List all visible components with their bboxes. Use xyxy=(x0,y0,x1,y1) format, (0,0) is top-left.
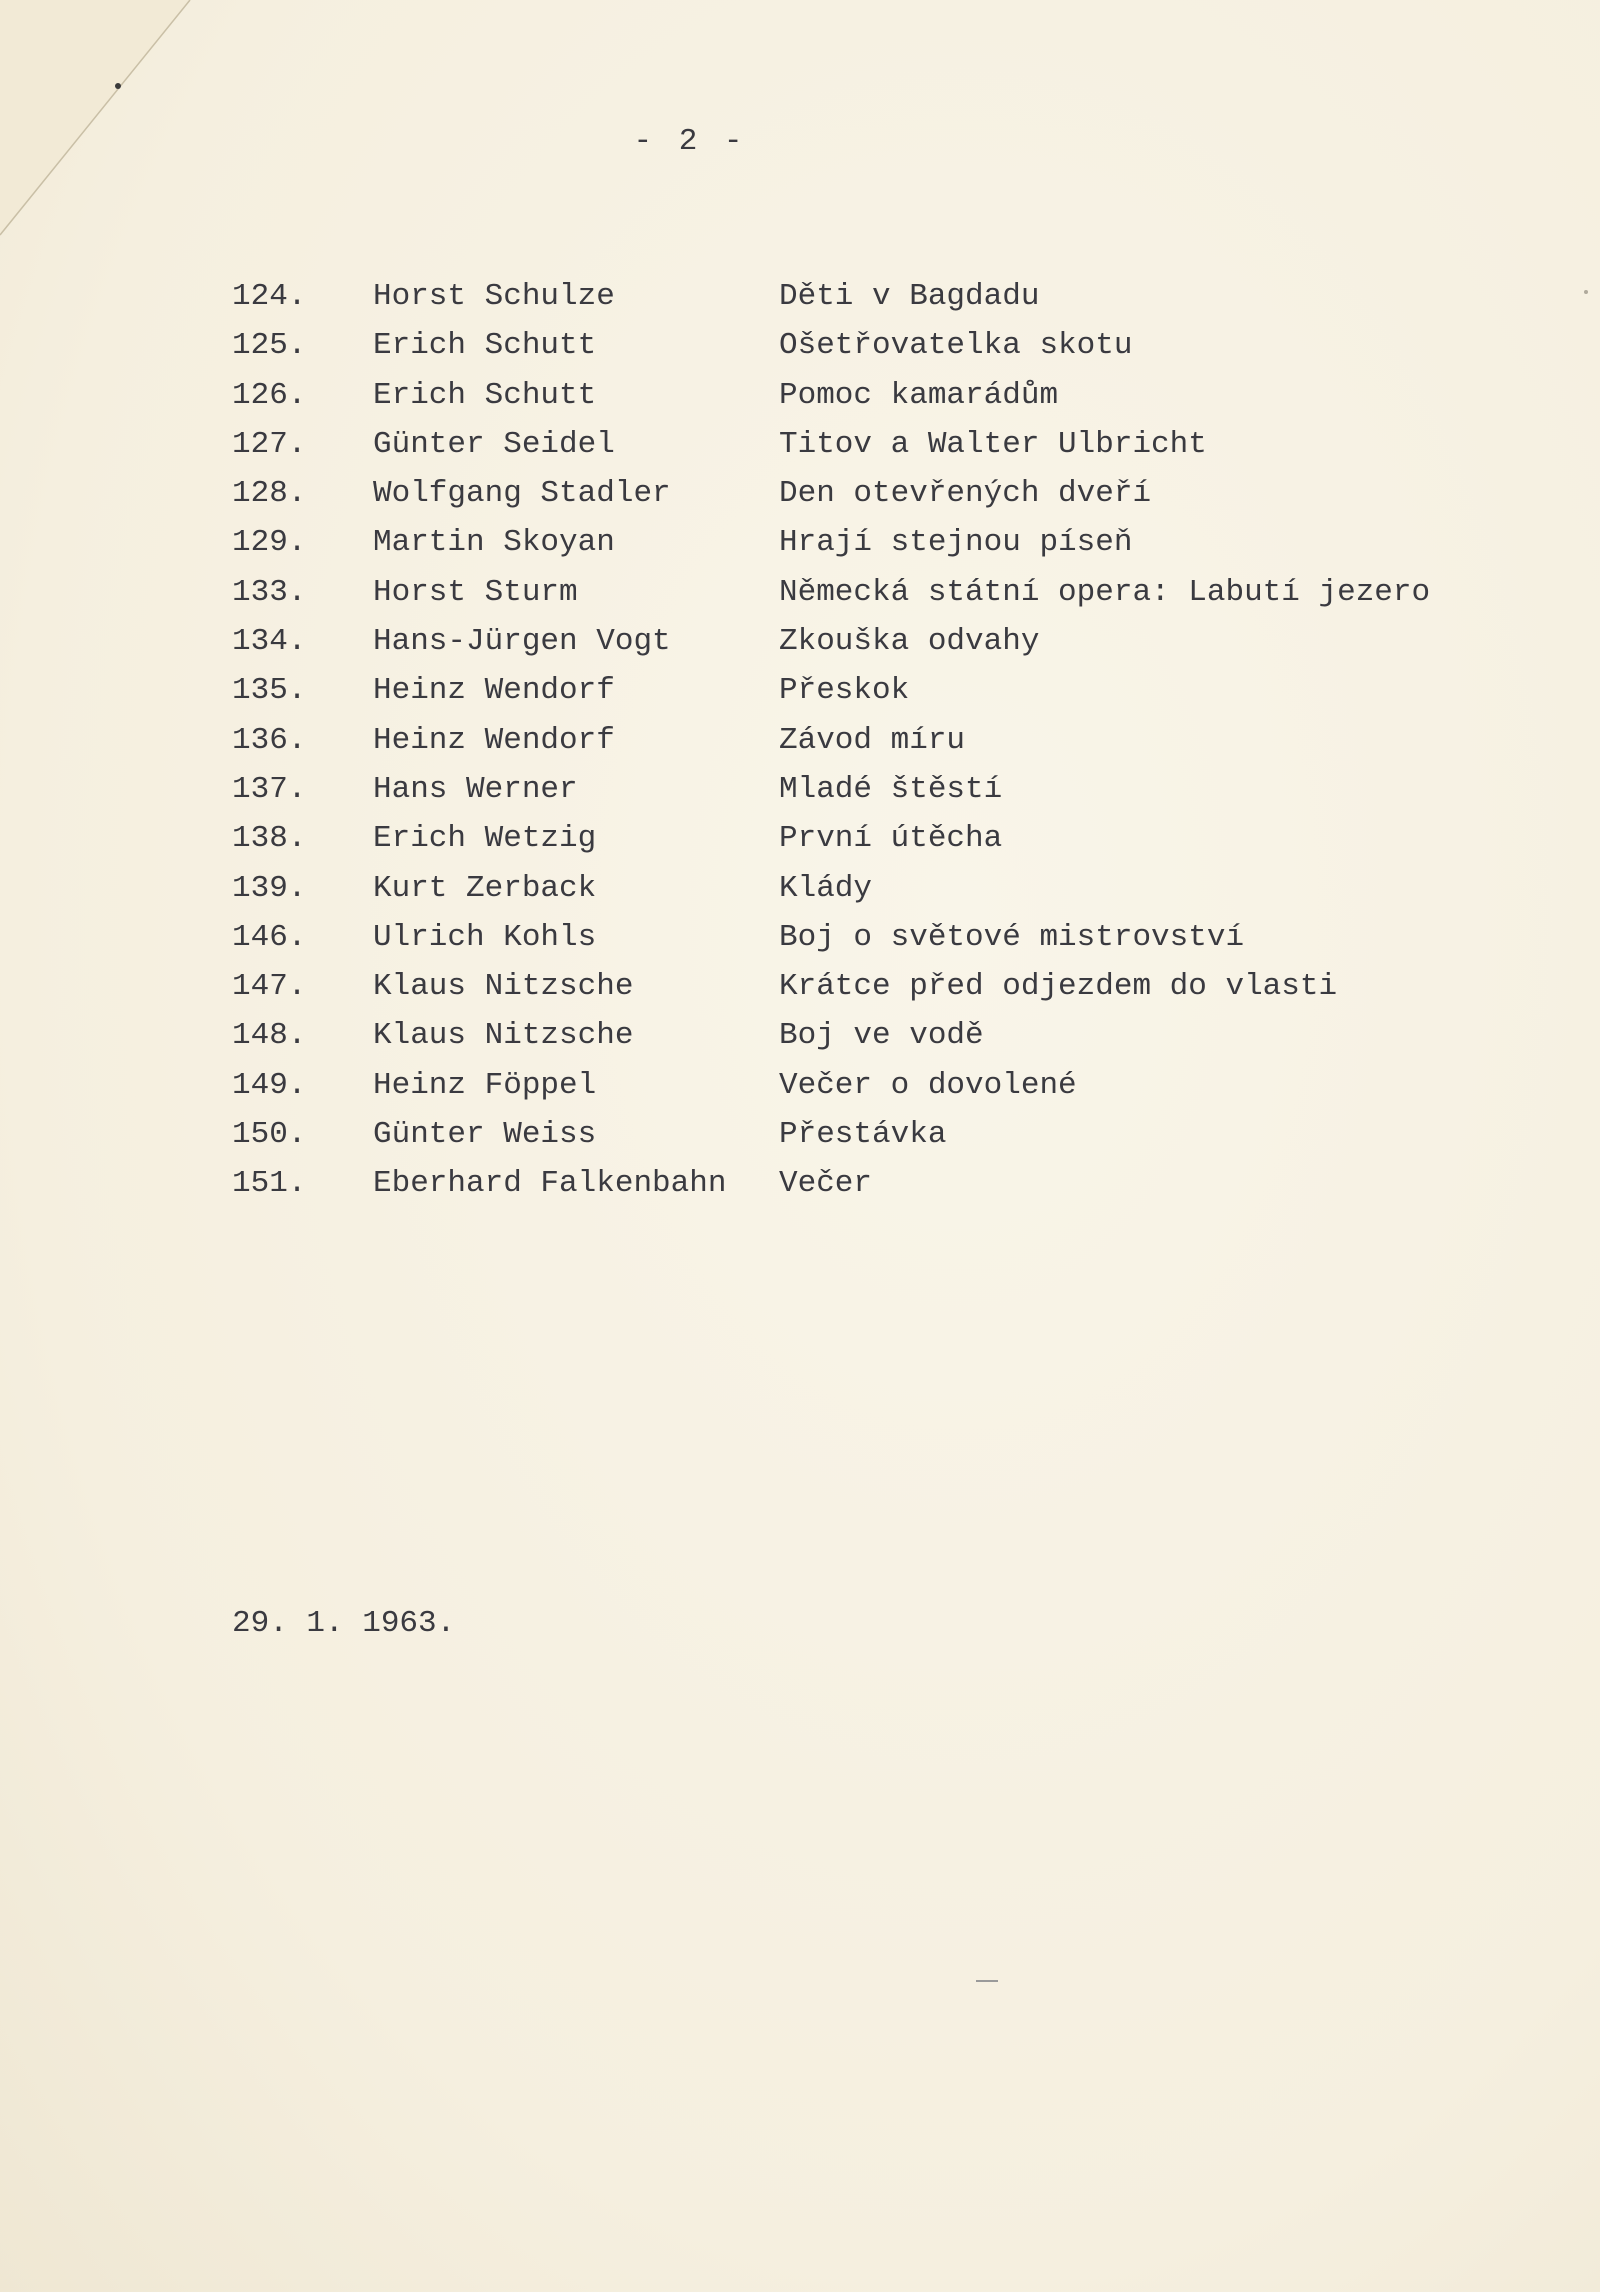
entry-author: Eberhard Falkenbahn xyxy=(373,1166,727,1202)
entry-title: Mladé štěstí xyxy=(779,771,1003,807)
entry-title: Titov a Walter Ulbricht xyxy=(779,426,1207,462)
list-item xyxy=(232,1061,1499,1110)
paper-speck xyxy=(1584,290,1588,294)
entry-number: 125. xyxy=(232,328,307,364)
entry-author: Erich Schutt xyxy=(373,328,597,364)
entry-number: 126. xyxy=(232,377,307,413)
list-item xyxy=(232,1011,1499,1060)
entry-number: 129. xyxy=(232,525,307,561)
list-item xyxy=(232,1159,1499,1208)
list-item xyxy=(232,272,1499,321)
document-date: 29. 1. 1963. xyxy=(232,1606,456,1641)
list-item xyxy=(232,617,1499,666)
entry-title: Německá státní opera: Labutí jezero xyxy=(779,574,1431,610)
entry-number: 139. xyxy=(232,870,307,906)
entry-author: Erich Schutt xyxy=(373,377,597,413)
entry-author: Martin Skoyan xyxy=(373,525,615,561)
entry-number: 146. xyxy=(232,919,307,955)
folded-corner xyxy=(0,0,200,240)
entry-number: 135. xyxy=(232,673,307,709)
entry-number: 150. xyxy=(232,1117,307,1153)
entry-title: Pomoc kamarádům xyxy=(779,377,1059,413)
list-item xyxy=(232,371,1499,420)
entry-author: Klaus Nitzsche xyxy=(373,1018,634,1054)
entry-author: Erich Wetzig xyxy=(373,821,597,857)
list-item xyxy=(232,716,1499,765)
entry-author: Hans-Jürgen Vogt xyxy=(373,624,671,660)
list-item xyxy=(232,864,1499,913)
entry-title: Boj o světové mistrovství xyxy=(779,919,1245,955)
entry-number: 133. xyxy=(232,574,307,610)
entry-title: Hrají stejnou píseň xyxy=(779,525,1133,561)
entry-title: Zkouška odvahy xyxy=(779,624,1040,660)
entry-title: Krátce před odjezdem do vlasti xyxy=(779,969,1338,1005)
entry-author: Wolfgang Stadler xyxy=(373,476,671,512)
list-item xyxy=(232,814,1499,863)
entry-author: Heinz Wendorf xyxy=(373,673,615,709)
list-item xyxy=(232,321,1499,370)
entry-author: Günter Seidel xyxy=(373,426,615,462)
entry-number: 124. xyxy=(232,279,307,314)
entry-number: 138. xyxy=(232,821,307,857)
entry-list xyxy=(232,272,1499,1209)
list-item xyxy=(232,666,1499,715)
entry-title: Klády xyxy=(779,870,873,906)
entry-title: První útěcha xyxy=(779,821,1003,857)
list-item xyxy=(232,1110,1499,1159)
list-item xyxy=(232,962,1499,1011)
entry-number: 134. xyxy=(232,624,307,660)
list-item xyxy=(232,518,1499,567)
entry-title: Večer xyxy=(779,1166,873,1202)
entry-number: 137. xyxy=(232,771,307,807)
entry-title: Večer o dovolené xyxy=(779,1067,1077,1103)
list-item xyxy=(232,765,1499,814)
entry-author: Günter Weiss xyxy=(373,1117,597,1153)
entry-author: Ulrich Kohls xyxy=(373,919,597,955)
entry-title: Přestávka xyxy=(779,1117,947,1153)
entry-number: 128. xyxy=(232,476,307,512)
entry-title: Boj ve vodě xyxy=(779,1018,984,1054)
list-item xyxy=(232,420,1499,469)
entry-author: Kurt Zerback xyxy=(373,870,597,906)
entry-title: Ošetřovatelka skotu xyxy=(779,328,1133,364)
entry-number: 136. xyxy=(232,722,307,758)
entry-author: Heinz Föppel xyxy=(373,1067,597,1103)
list-item xyxy=(232,469,1499,518)
entry-title: Den otevřených dveří xyxy=(779,476,1152,512)
entry-author: Heinz Wendorf xyxy=(373,722,615,758)
entry-author: Hans Werner xyxy=(373,771,578,807)
entry-title: Závod míru xyxy=(779,722,966,758)
page-number: - 2 - xyxy=(633,124,747,159)
entry-author: Klaus Nitzsche xyxy=(373,969,634,1005)
entry-number: 147. xyxy=(232,969,307,1005)
entry-title: Přeskok xyxy=(779,673,910,709)
entry-author: Horst Schulze xyxy=(373,279,615,314)
list-item xyxy=(232,568,1499,617)
pencil-dash-mark xyxy=(976,1980,998,1982)
entry-number: 148. xyxy=(232,1018,307,1054)
entry-number: 149. xyxy=(232,1067,307,1103)
list-item xyxy=(232,913,1499,962)
entry-number: 151. xyxy=(232,1166,307,1202)
entry-author: Horst Sturm xyxy=(373,574,578,610)
entry-title: Děti v Bagdadu xyxy=(779,279,1040,314)
entry-number: 127. xyxy=(232,426,307,462)
